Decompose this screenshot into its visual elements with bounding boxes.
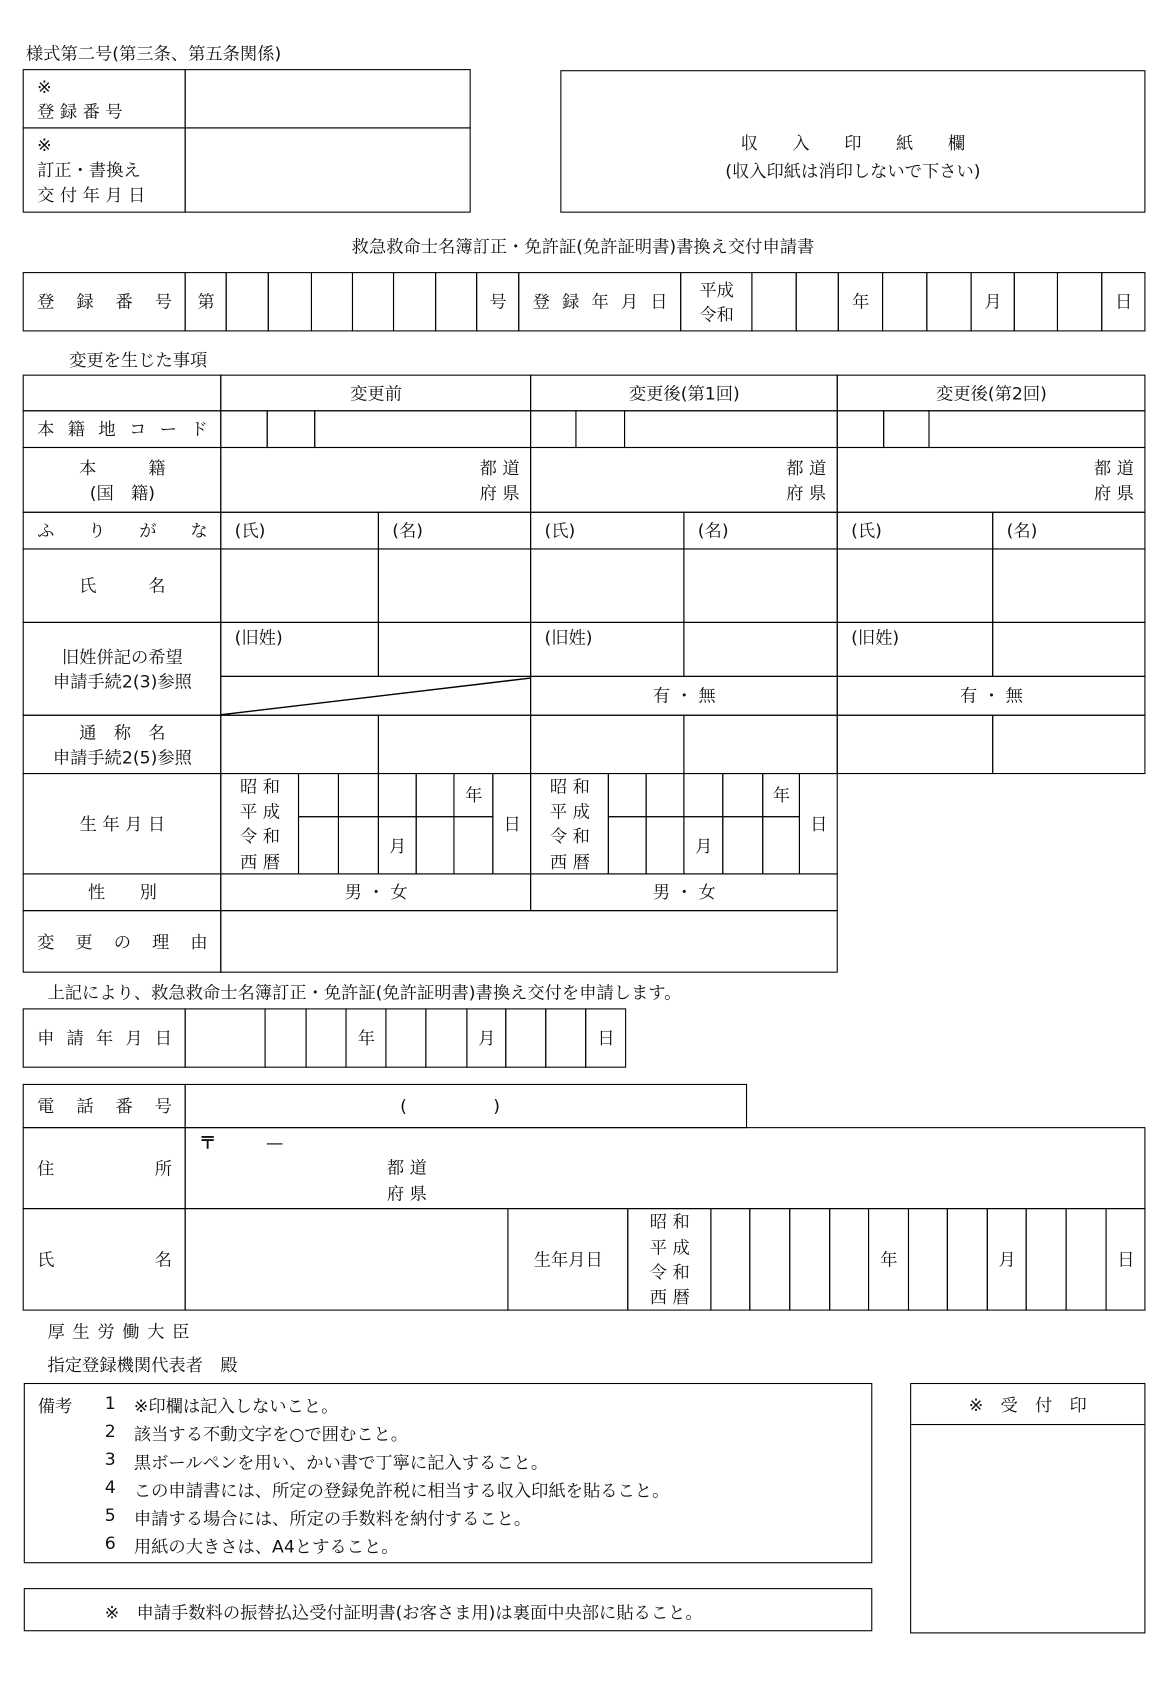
- birthdate-digit-field[interactable]: [763, 817, 801, 875]
- remark-item: 黒ボールペンを用い、かい書で丁寧に記入すること。: [133, 1452, 549, 1473]
- address-field[interactable]: [185, 1127, 1146, 1209]
- phone-label: [23, 1084, 186, 1128]
- application-date-label: [23, 1009, 186, 1068]
- birthdate-month-label: 月: [378, 817, 417, 875]
- remark-number: 6: [104, 1533, 116, 1554]
- phone-label-text: 電 話 番 号: [37, 1096, 173, 1117]
- maiden-name-field[interactable]: (旧姓): [837, 622, 994, 677]
- registration-label-label-text: 登 録 番 号: [37, 291, 173, 313]
- phone-field[interactable]: [185, 1084, 747, 1128]
- applicant-birthdate-label: 生年月日: [508, 1208, 629, 1311]
- addressee-minister: 厚 生 労 働 大 臣: [47, 1321, 191, 1342]
- birthdate-era-options[interactable]: 昭 和 平 成 令 和 西 暦: [530, 773, 609, 874]
- reason-field[interactable]: [221, 910, 839, 973]
- application-date-digit-field[interactable]: [306, 1009, 347, 1068]
- alias-field[interactable]: [530, 715, 684, 774]
- reason-label: [23, 910, 222, 973]
- alias-field[interactable]: [684, 715, 838, 774]
- changes-heading: 変更を生じた事項: [69, 349, 208, 371]
- maiden-name-field[interactable]: (旧姓): [530, 622, 684, 677]
- postal-mark-icon: 〒: [199, 1132, 217, 1154]
- reception-stamp-box: [910, 1383, 1145, 1633]
- applicant-birth-day-label: 日: [1106, 1208, 1146, 1311]
- sex-options-after[interactable]: 男 ・ 女: [530, 874, 838, 912]
- honseki-code-field[interactable]: [884, 411, 930, 449]
- alias-label: 通 称 名 申請手続2(5)参照: [23, 715, 222, 774]
- application-date-digit-field[interactable]: [386, 1009, 427, 1068]
- registration-year-label: 年: [838, 272, 883, 331]
- postal-dash: —: [265, 1132, 284, 1154]
- registration-digit-field[interactable]: [311, 272, 353, 331]
- registration-digit-field[interactable]: [393, 272, 436, 331]
- address-label: [23, 1127, 186, 1209]
- birthdate-digit-field[interactable]: [608, 773, 647, 817]
- registration-date_label-label-text: 登 録 年 月 日: [532, 291, 668, 313]
- maiden-name-field[interactable]: (旧姓): [221, 622, 380, 677]
- remark-number: 5: [104, 1504, 116, 1526]
- remark-number: 2: [104, 1420, 116, 1442]
- honseki-code-field[interactable]: [576, 411, 626, 449]
- honseki-code-field[interactable]: [267, 411, 316, 449]
- furigana-given-field[interactable]: (名): [684, 512, 838, 550]
- surname-field[interactable]: [837, 549, 994, 623]
- registration-digit-field[interactable]: [226, 272, 269, 331]
- birthdate-label: 生 年 月 日: [23, 773, 222, 874]
- birthdate-digit-field[interactable]: [298, 773, 339, 817]
- bottom-note-box: [24, 1588, 873, 1631]
- honseki-code-field[interactable]: [221, 411, 269, 449]
- remark-item: 用紙の大きさは、A4とすること。: [133, 1536, 399, 1557]
- birthdate-year-label: 年: [763, 773, 801, 817]
- birthdate-digit-field[interactable]: [646, 773, 685, 817]
- application-date-label-text: 申 請 年 月 日: [37, 1028, 173, 1049]
- birthdate-digit-field[interactable]: [378, 773, 417, 817]
- application-date-digit-field[interactable]: [506, 1009, 547, 1068]
- registration-digit-field[interactable]: [882, 272, 927, 331]
- honseki-code-label: [23, 411, 222, 449]
- given-name-field[interactable]: [684, 549, 838, 623]
- maiden-name-given-field[interactable]: [378, 622, 531, 677]
- birthdate-digit-field[interactable]: [298, 817, 339, 875]
- office-issue-date-label: ※ 訂正・書換え 交 付 年 月 日: [23, 128, 186, 213]
- maiden-name-na-cell: [221, 676, 532, 716]
- column-header-2: 変更後(第2回): [837, 375, 1146, 412]
- registration-digit-field[interactable]: [752, 272, 797, 331]
- surname-field[interactable]: [221, 549, 380, 623]
- sex-label: 性 別: [23, 874, 222, 912]
- registration-month-label: 月: [971, 272, 1015, 331]
- maiden-name-preference-1[interactable]: 有 ・ 無: [530, 676, 838, 716]
- birthdate-month-label: 月: [684, 817, 724, 875]
- diagonal-line: [222, 677, 532, 716]
- applicant-birth-month-label: 月: [987, 1208, 1027, 1311]
- honseki-code-field[interactable]: [929, 411, 1146, 449]
- honseki-code-label-text: 本 籍 地 コ ー ド: [37, 419, 208, 440]
- applicant-name-label: [23, 1208, 186, 1311]
- application-date-digit-field[interactable]: [265, 1009, 307, 1068]
- registration-digit-field[interactable]: [1014, 272, 1058, 331]
- birthdate-year-label: 年: [454, 773, 494, 817]
- furigana-label-text: ふ り が な: [37, 520, 208, 542]
- applicant-birth-digit-field[interactable]: [711, 1208, 751, 1311]
- furigana-given-field[interactable]: (名): [993, 512, 1146, 550]
- birthdate-digit-field[interactable]: [723, 773, 764, 817]
- birthdate-digit-field[interactable]: [684, 773, 724, 817]
- phone-area-code-parens: ( ): [400, 1096, 500, 1117]
- bottom-note: ※ 申請手数料の振替払込受付証明書(お客さま用)は裏面中央部に貼ること。: [104, 1602, 703, 1623]
- maiden-name-given-field[interactable]: [684, 622, 838, 677]
- revenue-stamp-title: 収 入 印 紙 欄: [740, 132, 966, 154]
- registration-label-label: [23, 272, 186, 331]
- birthdate-digit-field[interactable]: [723, 817, 764, 875]
- reason-label-text: 変 更 の 理 由: [37, 931, 208, 952]
- registration-digit-field[interactable]: [1057, 272, 1102, 331]
- header-blank: [23, 375, 222, 412]
- furigana-label: [23, 512, 222, 550]
- applicant-birth-digit-field[interactable]: [790, 1208, 831, 1311]
- office-registration-number-field[interactable]: [185, 69, 471, 128]
- registration-date_label-label: [519, 272, 682, 331]
- application-date-month: 月: [467, 1009, 507, 1068]
- birthdate-digit-field[interactable]: [338, 773, 379, 817]
- birthdate-day-label: 日: [799, 773, 838, 874]
- surname-field[interactable]: [530, 549, 684, 623]
- remark-number: 3: [104, 1448, 116, 1470]
- remark-item: ※印欄は記入しないこと。: [133, 1395, 339, 1417]
- applicant-birth-digit-field[interactable]: [750, 1208, 791, 1311]
- alias-field[interactable]: [378, 715, 531, 774]
- revenue-stamp-note: (収入印紙は消印しないで下さい): [725, 160, 981, 182]
- maiden-name-preference-2[interactable]: 有 ・ 無: [837, 676, 1146, 716]
- honseki-code-field[interactable]: [837, 411, 885, 449]
- applicant-name-label-text: 氏 名: [37, 1249, 173, 1270]
- furigana-surname-field[interactable]: (氏): [221, 512, 380, 550]
- addressee-registry: 指定登録機関代表者 殿: [47, 1354, 238, 1376]
- birthdate-digit-field[interactable]: [416, 817, 455, 875]
- remark-number: 1: [104, 1392, 116, 1414]
- remarks-label: 備考: [37, 1395, 73, 1417]
- given-name-field[interactable]: [378, 549, 531, 623]
- registration-day-label: 日: [1102, 272, 1146, 331]
- honseki-field[interactable]: 都 道 府 県: [837, 447, 1146, 513]
- applicant-name-field[interactable]: [185, 1208, 509, 1311]
- honseki-code-field[interactable]: [315, 411, 532, 449]
- honseki-code-field[interactable]: [530, 411, 576, 449]
- birthdate-day-label: 日: [493, 773, 532, 874]
- honseki-label: 本 籍 (国 籍): [23, 447, 222, 513]
- birthdate-digit-field[interactable]: [416, 773, 455, 817]
- registration-go-label: 号: [476, 272, 519, 331]
- name-label: 氏 名: [23, 549, 222, 623]
- birthdate-digit-field[interactable]: [608, 817, 647, 875]
- reception-stamp-label: ※ 受 付 印: [911, 1384, 1144, 1425]
- address-prefecture-suffix: 都 道 府 県: [386, 1157, 427, 1205]
- sex-options-before[interactable]: 男 ・ 女: [221, 874, 532, 912]
- birthdate-digit-field[interactable]: [454, 817, 494, 875]
- birthdate-era-options[interactable]: 昭 和 平 成 令 和 西 暦: [221, 773, 300, 874]
- application-date-year: 年: [346, 1009, 387, 1068]
- remark-number: 4: [104, 1476, 116, 1498]
- column-header-0: 変更前: [221, 375, 532, 412]
- remark-item: 申請する場合には、所定の手数料を納付すること。: [133, 1508, 532, 1529]
- applicant-birth-digit-field[interactable]: [947, 1208, 988, 1311]
- revenue-stamp-box: [560, 70, 1145, 213]
- registration-digit-field[interactable]: [352, 272, 394, 331]
- application-date-day: 日: [586, 1009, 627, 1068]
- registration-digit-field[interactable]: [435, 272, 477, 331]
- furigana-surname-field[interactable]: (氏): [530, 512, 684, 550]
- alias-field[interactable]: [221, 715, 380, 774]
- given-name-field[interactable]: [993, 549, 1146, 623]
- office-issue-date-field[interactable]: [185, 128, 471, 213]
- office-registration-number-label: ※ 登 録 番 号: [23, 69, 186, 128]
- registration-digit-field[interactable]: [796, 272, 839, 331]
- alias-field[interactable]: [993, 715, 1146, 774]
- applicant-era-options[interactable]: 昭 和 平 成 令 和 西 暦: [628, 1208, 712, 1311]
- applicant-birth-digit-field[interactable]: [830, 1208, 870, 1311]
- page-title: 救急救命士名簿訂正・免許証(免許証明書)書換え交付申請書: [351, 236, 815, 257]
- form-number: 様式第二号(第三条、第五条関係): [25, 43, 282, 64]
- honseki-code-field[interactable]: [624, 411, 838, 449]
- birthdate-digit-field[interactable]: [338, 817, 379, 875]
- remark-item: この申請書には、所定の登録免許税に相当する収入印紙を貼ること。: [133, 1480, 670, 1501]
- honseki-field[interactable]: 都 道 府 県: [530, 447, 838, 513]
- remarks-box: [24, 1383, 873, 1563]
- registration-era-label: 平成 令和: [681, 272, 753, 331]
- furigana-surname-field[interactable]: (氏): [837, 512, 994, 550]
- remark-item: 該当する不動文字を○で囲むこと。: [133, 1423, 409, 1445]
- applicant-birth-digit-field[interactable]: [1026, 1208, 1067, 1311]
- declaration-text: 上記により、救急救命士名簿訂正・免許証(免許証明書)書換え交付を申請します。: [47, 982, 682, 1003]
- applicant-birth-year-label: 年: [868, 1208, 909, 1311]
- maiden-name-label: 旧姓併記の希望 申請手続2(3)参照: [23, 622, 222, 716]
- furigana-given-field[interactable]: (名): [378, 512, 531, 550]
- registration-digit-field[interactable]: [268, 272, 312, 331]
- registration-digit-field[interactable]: [927, 272, 972, 331]
- application-date-digit-field[interactable]: [546, 1009, 587, 1068]
- alias-field[interactable]: [837, 715, 994, 774]
- applicant-birth-digit-field[interactable]: [908, 1208, 948, 1311]
- maiden-name-given-field[interactable]: [993, 622, 1146, 677]
- applicant-birth-digit-field[interactable]: [1066, 1208, 1107, 1311]
- address-label-text: 住 所: [37, 1158, 173, 1179]
- registration-dai-label: 第: [185, 272, 227, 331]
- column-header-1: 変更後(第1回): [530, 375, 838, 412]
- application-date-digit-field[interactable]: [426, 1009, 468, 1068]
- application-date-digit-field[interactable]: [185, 1009, 266, 1068]
- honseki-field[interactable]: 都 道 府 県: [221, 447, 532, 513]
- birthdate-digit-field[interactable]: [646, 817, 685, 875]
